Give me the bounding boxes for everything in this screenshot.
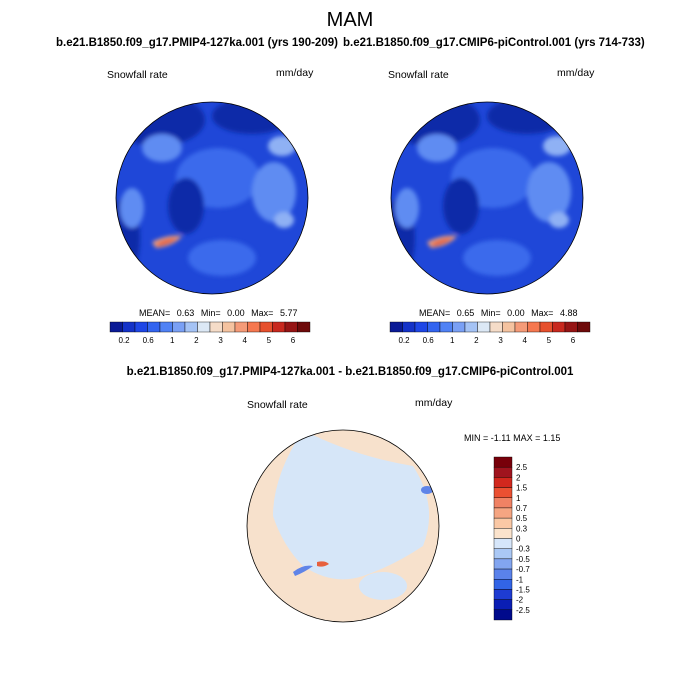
panel1-mean-label: MEAN= [139,308,171,318]
panel1-colorbar-swatch [185,322,198,332]
diff-colorbar-tick-label: 0.3 [516,524,528,534]
panel2-mean-value: 0.65 [456,308,475,318]
panel1-colorbar-swatch [285,322,298,332]
panel2-colorbar-swatch [503,322,516,332]
panel2-colorbar-swatch [515,322,528,332]
panel1-colorbar-tick-label: 4 [242,336,247,345]
panel1-max-label: Max= [251,308,274,318]
diff-colorbar-swatch [494,467,512,477]
panel2-colorbar-tick-label: 0.6 [422,336,434,345]
panel2-colorbar-swatch [465,322,478,332]
panel2-colorbar-tick-label: 4 [522,336,527,345]
diff-colorbar-tick-label: 1 [516,493,521,503]
panel1-colorbar-tick-label: 2 [194,336,199,345]
diff-colorbar-swatch [494,498,512,508]
panel2-colorbar-swatch [403,322,416,332]
panel1-min-label: Min= [200,308,221,318]
diff-colorbar-swatch [494,589,512,599]
diff-range-text: MIN = -1.11 MAX = 1.15 [464,433,561,443]
panel2-map [383,94,583,294]
diff-colorbar-swatch [494,600,512,610]
panel1-colorbar-tick-label: 1 [170,336,175,345]
diff-colorbar-tick-label: 0 [516,534,521,544]
panel1-colorbar-swatch [210,322,223,332]
season-title: MAM [326,9,374,31]
diff-colorbar-tick-label: -0.3 [516,544,530,554]
diff-colorbar-swatch [494,518,512,528]
panel2-colorbar-tick-label: 1 [450,336,455,345]
diff-panel-title: b.e21.B1850.f09_g17.PMIP4-127ka.001 - b.e21.B1850.f09_g17.CMIP6-piControl.001 [126,366,574,378]
panel1-variable-label: Snowfall rate [107,69,168,81]
diff-colorbar-tick-label: 0.5 [516,514,528,524]
diff-colorbar-swatch [494,508,512,518]
panel2-colorbar-swatch [490,322,503,332]
panel2-colorbar-swatch [553,322,566,332]
panel1-units-label: mm/day [276,67,314,79]
panel1-colorbar-swatch [260,322,273,332]
panel1-colorbar [110,322,310,345]
panel2-colorbar-tick-label: 5 [546,336,552,345]
diff-colorbar-tick-label: -2.5 [516,605,530,615]
panel1-colorbar-swatch [135,322,148,332]
panel1-mean-value: 0.63 [176,308,195,318]
diff-variable-label: Snowfall rate [247,399,308,411]
panel1-colorbar-swatch [223,322,236,332]
diff-colorbar-tick-label: 1.5 [516,483,528,493]
diff-colorbar-tick-label: 2 [516,473,521,483]
panel1-colorbar-swatch [160,322,173,332]
panel1-colorbar-swatch [198,322,211,332]
panel1-colorbar-tick-label: 5 [266,336,272,345]
panel2-units-label: mm/day [557,67,595,79]
panel2-mean-label: MEAN= [419,308,451,318]
panel2-colorbar-swatch [478,322,491,332]
panel1-case-title: b.e21.B1850.f09_g17.PMIP4-127ka.001 (yrs 190-209) [56,37,338,49]
panel1-colorbar-tick-label: 0.2 [118,336,130,345]
diff-colorbar-swatch [494,457,512,467]
panel2-colorbar-swatch [390,322,403,332]
panel2-colorbar-tick-label: 0.2 [398,336,410,345]
panel1-colorbar-swatch [235,322,248,332]
diff-colorbar-swatch [494,549,512,559]
panel2-colorbar-swatch [453,322,466,332]
diff-colorbar-tick-label: 0.7 [516,503,528,513]
panel1-colorbar-swatch [148,322,161,332]
panel2-colorbar-tick-label: 3 [498,336,503,345]
panel2-colorbar-swatch [428,322,441,332]
panel1-min-value: 0.00 [227,308,245,318]
diff-colorbar-swatch [494,610,512,620]
diff-colorbar-swatch [494,528,512,538]
panel1-colorbar-swatch [298,322,311,332]
diff-map [247,430,439,622]
panel1-colorbar-tick-label: 0.6 [142,336,154,345]
panel1-max-value: 5.77 [279,308,298,318]
panel2-max-value: 4.88 [559,308,578,318]
panel1-colorbar-swatch [123,322,136,332]
panel2-case-title: b.e21.B1850.f09_g17.CMIP6-piControl.001 (yrs 714-733) [343,37,645,49]
diff-colorbar-swatch [494,539,512,549]
panel1-colorbar-tick-label: 6 [290,336,296,345]
diff-colorbar-swatch [494,569,512,579]
panel1-colorbar-swatch [173,322,186,332]
panel2-max-label: Max= [531,308,554,318]
diff-colorbar-tick-label: -0.7 [516,565,530,575]
panel2-colorbar-swatch [528,322,541,332]
panel1-colorbar-swatch [248,322,261,332]
panel2-colorbar [390,322,590,345]
panel2-colorbar-swatch [565,322,578,332]
panel2-colorbar-swatch [578,322,591,332]
diff-units-label: mm/day [415,397,453,409]
panel2-colorbar-tick-label: 2 [474,336,479,345]
diff-colorbar-swatch [494,559,512,569]
diff-colorbar-tick-label: -0.5 [516,554,530,564]
panel1-colorbar-swatch [273,322,286,332]
panel1-colorbar-swatch [110,322,123,332]
diff-colorbar-tick-label: -1.5 [516,585,530,595]
diff-colorbar-swatch [494,579,512,589]
panel2-colorbar-tick-label: 6 [570,336,576,345]
panel1-map [108,94,308,294]
panel2-colorbar-swatch [440,322,453,332]
diff-colorbar-swatch [494,477,512,487]
panel1-colorbar-tick-label: 3 [218,336,223,345]
panel2-min-value: 0.00 [507,308,525,318]
diff-colorbar-tick-label: -2 [516,595,524,605]
panel2-variable-label: Snowfall rate [388,69,449,81]
diff-colorbar-tick-label: -1 [516,575,524,585]
diff-colorbar-swatch [494,488,512,498]
panel2-min-label: Min= [480,308,501,318]
diff-colorbar [494,457,530,620]
panel2-colorbar-swatch [540,322,553,332]
panel2-colorbar-swatch [415,322,428,332]
diff-colorbar-tick-label: 2.5 [516,463,528,473]
